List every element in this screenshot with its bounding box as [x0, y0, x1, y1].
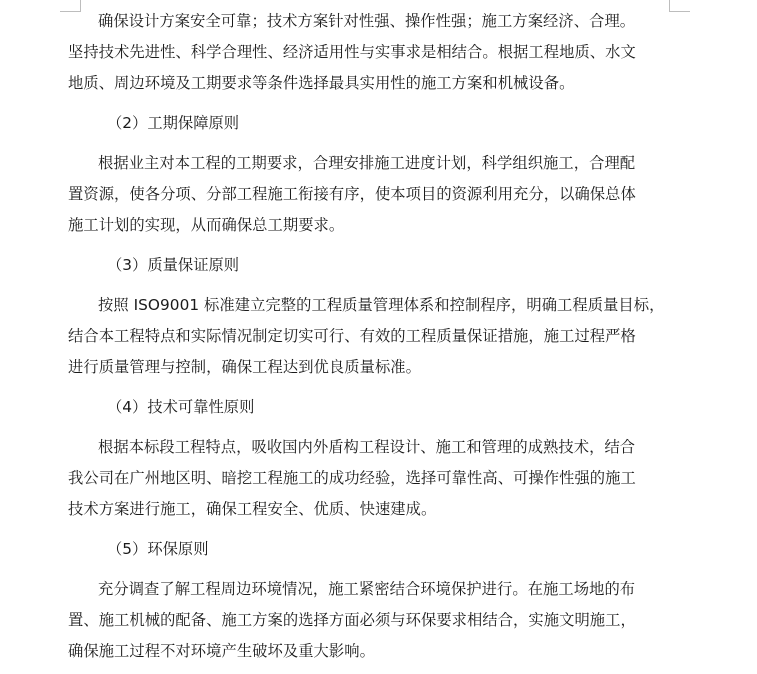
paragraph-line: 结合本工程特点和实际情况制定切实可行、有效的工程质量保证措施，施工过程严格	[68, 327, 636, 345]
paragraph-design-safety	[68, 6, 668, 99]
paragraph-environmental	[68, 574, 668, 667]
section-heading-technical-reliability: （4）技术可靠性原则	[107, 398, 255, 416]
paragraph-line: 按照 ISO9001 标准建立完整的工程质量管理体系和控制程序，明确工程质量目标，	[98, 296, 665, 314]
paragraph-line: 根据本标段工程特点，吸收国内外盾构工程设计、施工和管理的成熟技术，结合	[98, 438, 636, 456]
section-heading-environmental: （5）环保原则	[107, 540, 209, 558]
paragraph-line: 充分调查了解工程周边环境情况，施工紧密结合环境保护进行。在施工场地的布	[98, 580, 636, 598]
paragraph-line: 进行质量管理与控制，确保工程达到优良质量标准。	[68, 358, 421, 376]
paragraph-line: 技术方案进行施工，确保工程安全、优质、快速建成。	[68, 500, 437, 518]
paragraph-line: 地质、周边环境及工期要求等条件选择最具实用性的施工方案和机械设备。	[68, 74, 575, 92]
paragraph-line: 置、施工机械的配备、施工方案的选择方面必须与环保要求相结合，实施文明施工，	[68, 611, 636, 629]
paragraph-line: 置资源，使各分项、分部工程施工衔接有序，使本项目的资源利用充分，以确保总体	[68, 185, 636, 203]
section-heading-schedule: （2）工期保障原则	[107, 114, 240, 132]
paragraph-quality	[68, 290, 668, 383]
paragraph-technical-reliability	[68, 432, 668, 525]
page-margin-corner-right	[669, 0, 690, 12]
paragraph-line: 我公司在广州地区明、暗挖工程施工的成功经验，选择可靠性高、可操作性强的施工	[68, 469, 636, 487]
paragraph-line: 确保设计方案安全可靠；技术方案针对性强、操作性强；施工方案经济、合理。	[98, 12, 636, 30]
paragraph-schedule	[68, 148, 668, 241]
paragraph-line: 坚持技术先进性、科学合理性、经济适用性与实事求是相结合。根据工程地质、水文	[68, 43, 636, 61]
paragraph-line: 施工计划的实现，从而确保总工期要求。	[68, 216, 345, 234]
paragraph-line: 根据业主对本工程的工期要求，合理安排施工进度计划，科学组织施工，合理配	[98, 154, 636, 172]
paragraph-line: 确保施工过程不对环境产生破坏及重大影响。	[68, 642, 375, 660]
document-body	[68, 0, 668, 667]
section-heading-quality: （3）质量保证原则	[107, 256, 240, 274]
